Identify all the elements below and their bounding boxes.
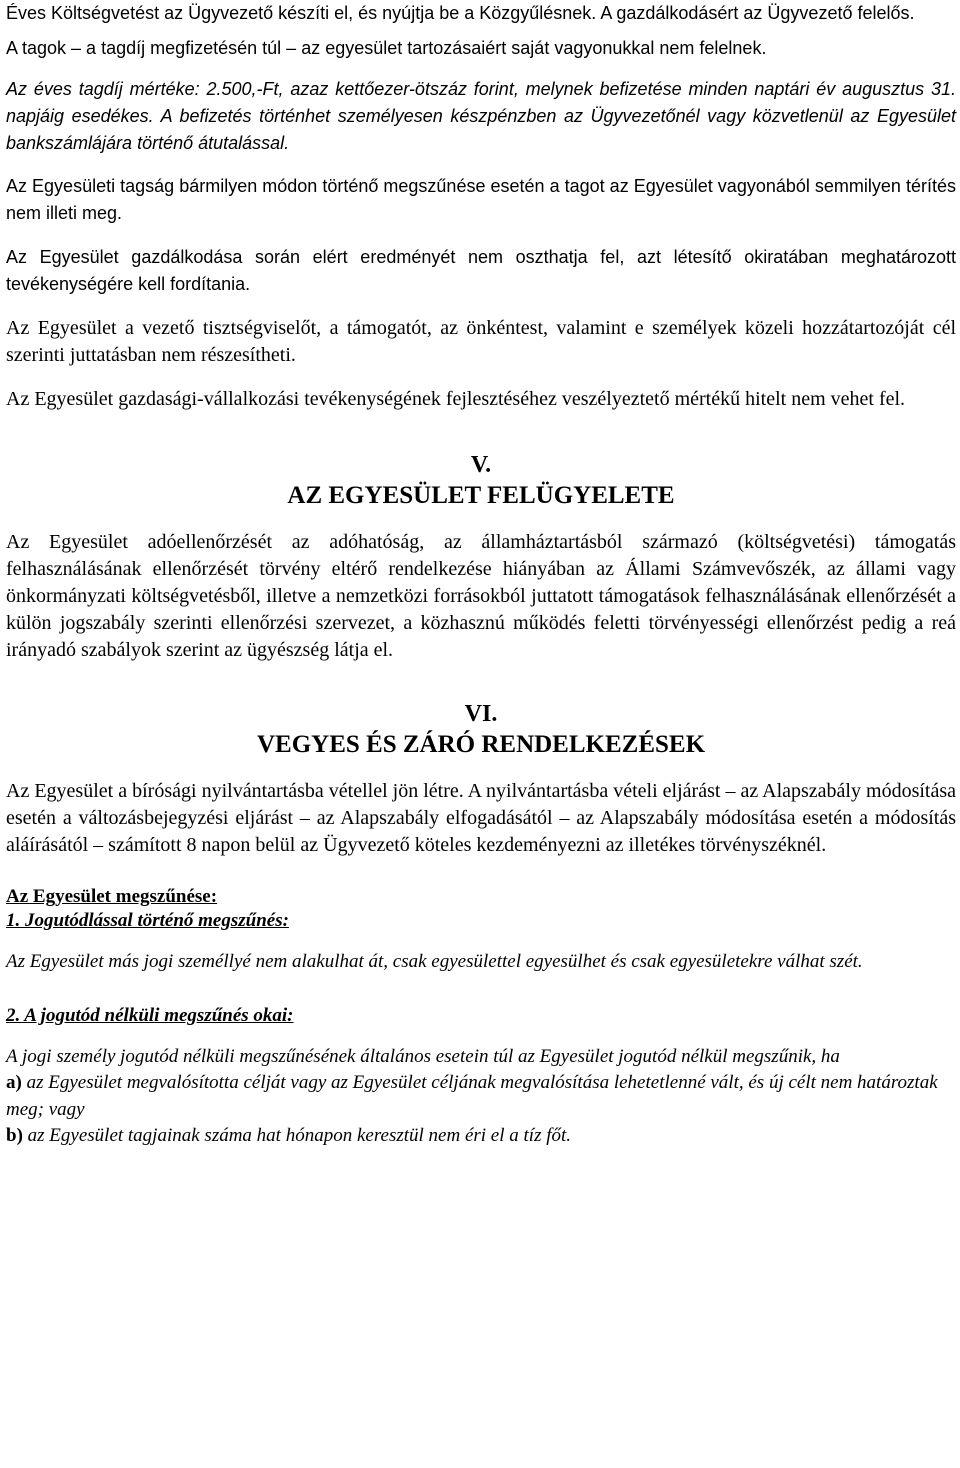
dissolution-heading: Az Egyesület megszűnése: bbox=[6, 886, 218, 907]
list-item-b bbox=[6, 1123, 956, 1150]
list-item-a bbox=[6, 1070, 956, 1123]
list-item-a-label: a) bbox=[6, 1072, 22, 1093]
section-vi-heading bbox=[6, 700, 956, 762]
paragraph-profit-use: Az Egyesület gazdálkodása során elért eredményét nem oszthatja fel, azt létesítő okiratában meghatározott tevékenységére kell fordítania. bbox=[6, 247, 956, 294]
membership-fee-payment: A befizetés történhet személyesen készpénzben az Ügyvezetőnél vagy közvetlenül az Egyesület bankszámlájára történő átutalással. bbox=[6, 106, 957, 153]
list-item-b-text: az Egyesület tagjainak száma hat hónapon keresztül nem éri el a tíz főt. bbox=[22, 1125, 572, 1146]
list-item-b-label: b) bbox=[6, 1125, 23, 1146]
paragraph-membership-fee bbox=[6, 76, 956, 157]
section-v-title: AZ EGYESÜLET FELÜGYELETE bbox=[287, 482, 675, 509]
paragraph-membership-termination: Az Egyesületi tagság bármilyen módon történő megszűnése esetén a tagot az Egyesület vagyonából semmilyen térítés nem illeti meg. bbox=[6, 176, 956, 223]
section-vi-title: VEGYES ÉS ZÁRÓ RENDELKEZÉSEK bbox=[256, 731, 706, 758]
paragraph-credit: Az Egyesület gazdasági-vállalkozási tevékenységének fejlesztéséhez veszélyeztető mértékű hitelt nem vehet fel. bbox=[6, 388, 906, 410]
no-successor-heading-text: 2. A jogutód nélküli megszűnés okai: bbox=[6, 1004, 294, 1026]
paragraph-registration: Az Egyesület a bírósági nyilvántartásba vétellel jön létre. A nyilvántartásba vételi eljárást – az Alapszabály módosítása esetén a változásbejegyzési eljárást – az Alapszabály elfogadásától – az Alapszabály módosítása esetén a módosítás aláírásától – számított 8 napon belül az Ügyvezető köteles kezdeményezni az illetékes törvényszéknél. bbox=[6, 780, 956, 856]
no-successor-heading bbox=[6, 1004, 956, 1028]
section-v-number: V. bbox=[470, 452, 492, 478]
succession-heading bbox=[6, 909, 956, 933]
paragraph-supervision: Az Egyesület adóellenőrzését az adóhatóság, az államháztartásból származó (költségvetési) támogatás felhasználásának ellenőrzését törvény eltérő rendelkezése hiányában az Állami Számvevőszék, az állami vagy önkormányzati költségvetésből, illetve a nemzetközi forrásokból juttatott támogatások felhasználásának ellenőrzését a külön jogszabály szerinti ellenőrzési szervezet, a közhasznú működés feletti törvényességi ellenőrzést pedig a reá irányadó szabályok szerint az ügyészség látja el. bbox=[6, 531, 956, 661]
paragraph-succession: Az Egyesület más jogi személlyé nem alakulhat át, csak egyesülettel egyesülhet és csak egyesületekre válhat szét. bbox=[6, 951, 863, 972]
section-vi-number: VI. bbox=[464, 701, 498, 727]
list-item-a-text: az Egyesület megvalósította célját vagy az Egyesület céljának megvalósítása lehetetlenné vált, és új célt nem határoztak meg; vagy bbox=[6, 1072, 938, 1120]
membership-fee-amount: Az éves tagdíj mértéke: 2.500,-Ft, azaz kettőezer-ötszáz forint, melynek befizetése minden naptári év augusztus 31. napjáig esedékes. bbox=[6, 79, 956, 126]
paragraph-benefits: Az Egyesület a vezető tisztségviselőt, a támogatót, az önkéntest, valamint e személyek közeli hozzátartozóját cél szerinti juttatásban nem részesítheti. bbox=[6, 317, 956, 366]
paragraph-no-successor: A jogi személy jogutód nélküli megszűnésének általános esetein túl az Egyesület jogutód nélkül megszűnik, ha bbox=[6, 1045, 840, 1067]
section-v-heading bbox=[6, 451, 956, 513]
paragraph-member-liability: A tagok – a tagdíj megfizetésén túl – az egyesület tartozásaiért saját vagyonukkal nem felelnek. bbox=[6, 38, 767, 58]
succession-heading-text: 1. Jogutódlással történő megszűnés: bbox=[6, 910, 289, 931]
document-page bbox=[6, 0, 956, 1150]
paragraph-budget: Éves Költségvetést az Ügyvezető készíti el, és nyújtja be a Közgyűlésnek. A gazdálkodásért az Ügyvezető felelős. bbox=[6, 3, 915, 23]
